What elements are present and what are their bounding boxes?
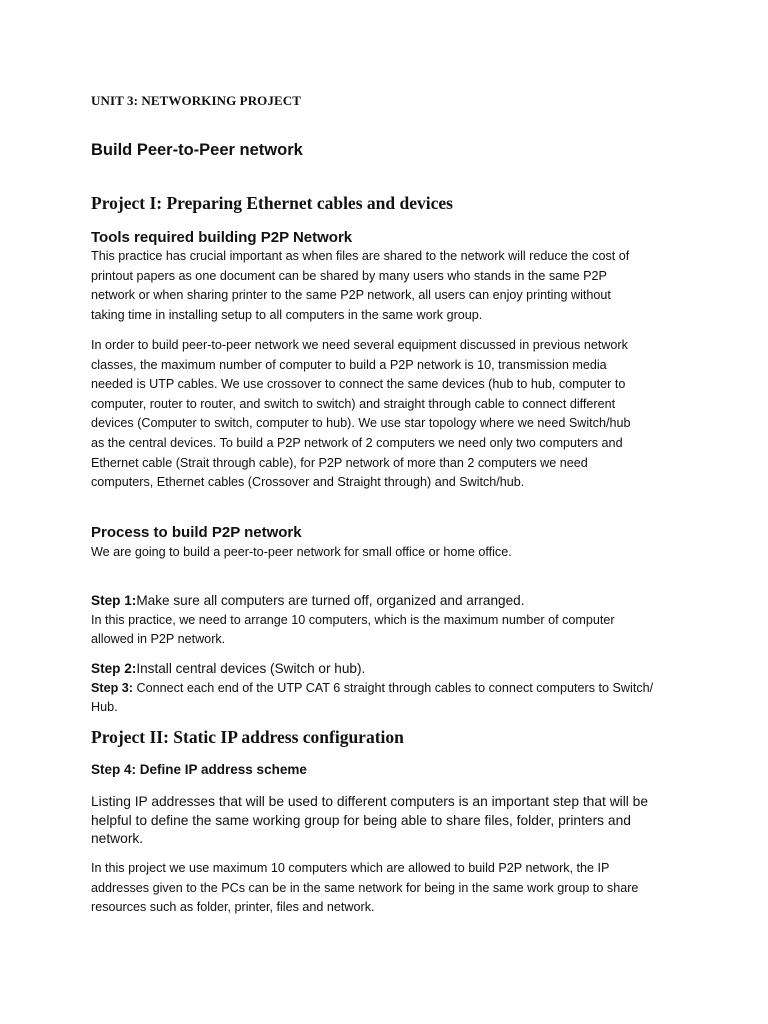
step-3-label: Step 3:: [91, 681, 133, 695]
step-1-detail-line: allowed in P2P network.: [91, 632, 226, 646]
text-line: taking time in installing setup to all computers in the same work group.: [91, 307, 483, 322]
project1-heading: Project I: Preparing Ethernet cables and devices: [91, 193, 453, 213]
text-line: computer, router to router, and switch to switch) and straight through cable to connect different: [91, 396, 616, 411]
text-line: network.: [91, 831, 144, 846]
text-line: classes, the maximum number of computer to build a P2P network is 10, transmission media: [91, 357, 607, 372]
tools-paragraph-1: [91, 247, 691, 325]
tools-paragraph-2: [91, 336, 691, 493]
step-2-line: [91, 660, 365, 678]
text-line: devices (Computer to switch, computer to hub). We use star topology where we need Switch/hub: [91, 416, 631, 431]
text-line: needed is UTP cables. We use crossover to connect the same devices (hub to hub, computer to: [91, 377, 626, 392]
text-line: In order to build peer-to-peer network we need several equipment discussed in previous network: [91, 338, 628, 352]
step-1-text: Make sure all computers are turned off, organized and arranged.: [136, 593, 525, 608]
text-line: resources such as folder, printer, files and network.: [91, 900, 375, 915]
step-3-text-continued: Hub.: [91, 700, 118, 714]
process-heading: Process to build P2P network: [91, 524, 302, 541]
project2-heading: Project II: Static IP address configuration: [91, 727, 404, 747]
tools-heading: Tools required building P2P Network: [91, 229, 353, 246]
step-3-line: [91, 679, 653, 697]
unit-title: UNIT 3: NETWORKING PROJECT: [91, 93, 302, 108]
process-intro: We are going to build a peer-to-peer network for small office or home office.: [91, 545, 512, 559]
step-2-text: Install central devices (Switch or hub).: [136, 661, 366, 676]
text-line: In this project we use maximum 10 computers which are allowed to build P2P network, the IP: [91, 861, 610, 875]
step-1-line: [91, 592, 524, 610]
text-line: as the central devices. To build a P2P network of 2 computers we need only two computers and: [91, 435, 623, 450]
text-line: Ethernet cable (Strait through cable), for P2P network of more than 2 computers we need: [91, 455, 588, 470]
text-line: helpful to define the same working group for being able to share files, folder, printers and: [91, 812, 631, 828]
text-line: computers, Ethernet cables (Crossover and Straight through) and Switch/hub.: [91, 475, 525, 490]
step-4-heading: Step 4: Define IP address scheme: [91, 762, 307, 777]
step-3-text: Connect each end of the UTP CAT 6 straight through cables to connect computers to Switch/: [133, 681, 654, 695]
ip-scheme-paragraph-1: [91, 793, 691, 849]
step-1-detail-line: In this practice, we need to arrange 10 computers, which is the maximum number of computer: [91, 613, 615, 627]
step-2-label: Step 2:: [91, 661, 137, 676]
text-line: addresses given to the PCs can be in the same network for being in the same work group to share: [91, 880, 639, 895]
ip-scheme-paragraph-2: [91, 859, 691, 918]
text-line: printout papers as one document can be shared by many users who stands in the same P2P: [91, 268, 607, 283]
main-heading: Build Peer-to-Peer network: [91, 141, 303, 159]
text-line: Listing IP addresses that will be used to different computers is an important step that will be: [91, 794, 649, 809]
step-1-label: Step 1:: [91, 593, 137, 608]
text-line: This practice has crucial important as when files are shared to the network will reduce the cost of: [91, 249, 630, 263]
text-line: network or when sharing printer to the same P2P network, all users can enjoy printing without: [91, 288, 611, 303]
